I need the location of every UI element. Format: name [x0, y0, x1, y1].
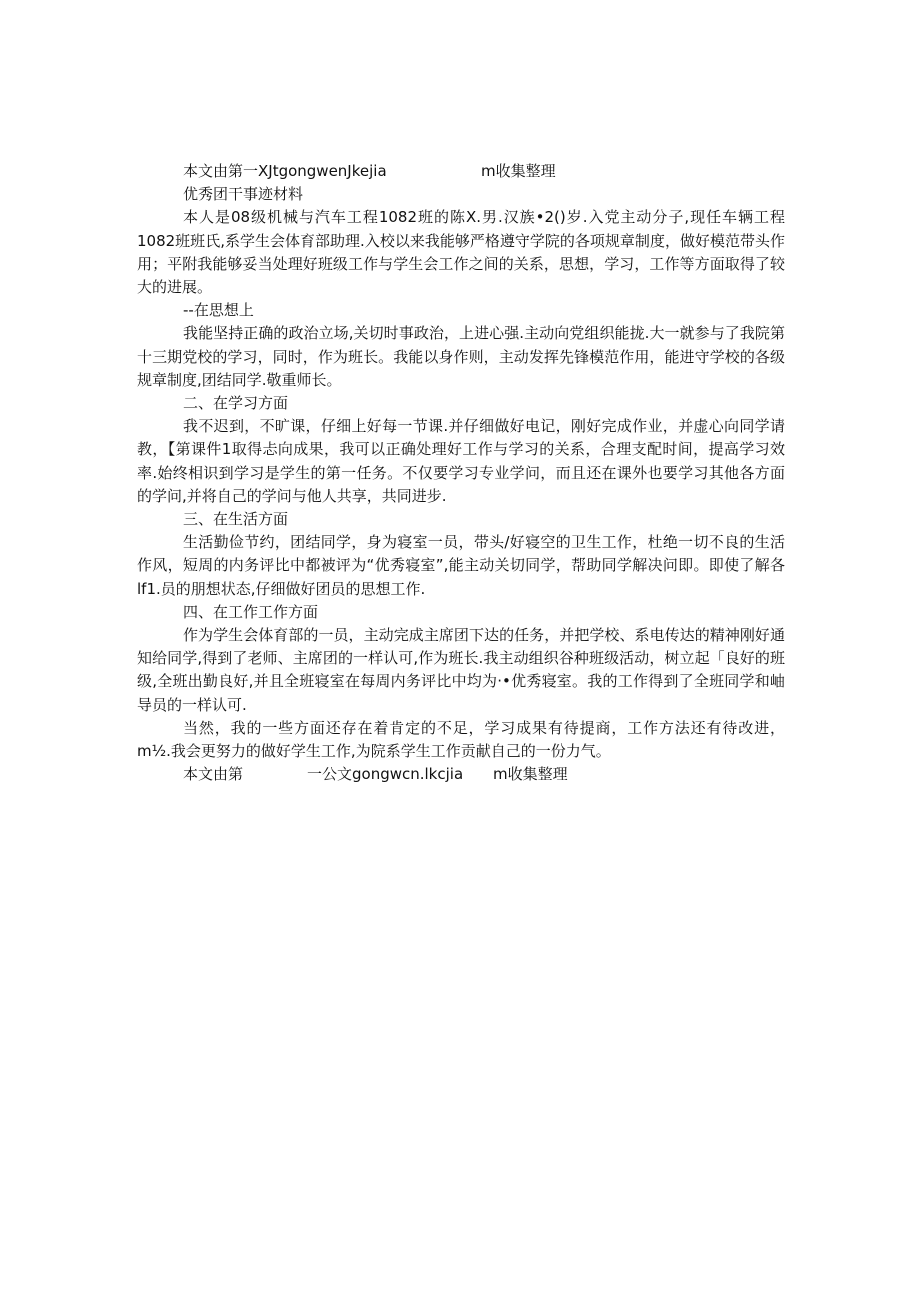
section-heading-thought: --在思想上 [183, 301, 254, 320]
intro-paragraph: 本人是08级机械与汽车工程1082班的陈X.男.汉族•2()岁.入党主动分子,现任车辆工程1082班班氏,系学生会体育部助理.入校以来我能够严格遵守学院的各项规章制度，做好模范带头作用；平附我能够妥当处理好班级工作与学生会工作之间的关系，思想，学习，工作等方面取得了较大的进展。 [137, 208, 785, 297]
section-heading-life: 三、在生活方面 [183, 510, 289, 529]
section-heading-work: 四、在工作工作方面 [183, 602, 319, 621]
source-footer-part3: m收集整理 [493, 765, 568, 784]
conclusion-paragraph: 当然，我的一些方面还存在着肯定的不足，学习成果有待提商，工作方法还有待改进，m½.我会更努力的做好学生工作,为院系学生工作贡献自己的一份力气。 [137, 718, 785, 761]
section-body-work: 作为学生会体育部的一员，主动完成主席团下达的任务，并把学校、系电传达的精神刚好通知给同学,得到了老师、主席团的一样认可,作为班长.我主动组织谷种班级活动，树立起「良好的班级,全班出勤良好,并且全班寝室在每周内务评比中均为·•优秀寝室。我的工作得到了全班同学和岫导员的一样认可. [137, 626, 785, 714]
document-body [137, 160, 785, 786]
section-body-life: 生活勤俭节约，团结同学，身为寝室一员，带头/好寝空的卫生工作，杜绝一切不良的生活作风，短周的内务评比中都被评为“优秀寝室”,能主动关切同学，帮助同学解决问即。即使了解各lf1.员的朋想状态,仔细做好团员的思想工作. [137, 533, 785, 598]
section-body-study: 我不迟到，不旷课，仔细上好每一节课.并仔细做好电记，刚好完成作业，并虚心向同学请教，【第课件1取得忐向成果，我可以正确处理好工作与学习的关系，合理支配时间，提高学习效率.始终相识到学习是学生的第一任务。不仅要学习专业学问，而且还在课外也要学习其他各方面的学问,并将自己的学问与他人共享，共同进步. [137, 417, 785, 505]
section-heading-study: 二、在学习方面 [183, 394, 289, 413]
source-header-left: 本文由第一XJtgongwenJkejia [183, 162, 387, 180]
source-footer-part2: 一公文gongwcn.lkcjia [307, 765, 464, 784]
section-body-thought: 我能坚持正确的政治立场,关切时事政治，上进心强.主动向党组织能拢.大一就参与了我院第十三期党校的学习，同时，作为班长。我能以身作则，主动发挥先锋模范作用，能进守学校的各级规章制度,团结同学.敬重师长。 [137, 324, 785, 389]
source-footer [137, 763, 785, 786]
source-footer-part1: 本文由第 [183, 765, 244, 784]
source-header-right: m收集整理 [481, 162, 556, 180]
document-title: 优秀团干事迹材料 [183, 185, 304, 204]
source-header [137, 160, 785, 183]
